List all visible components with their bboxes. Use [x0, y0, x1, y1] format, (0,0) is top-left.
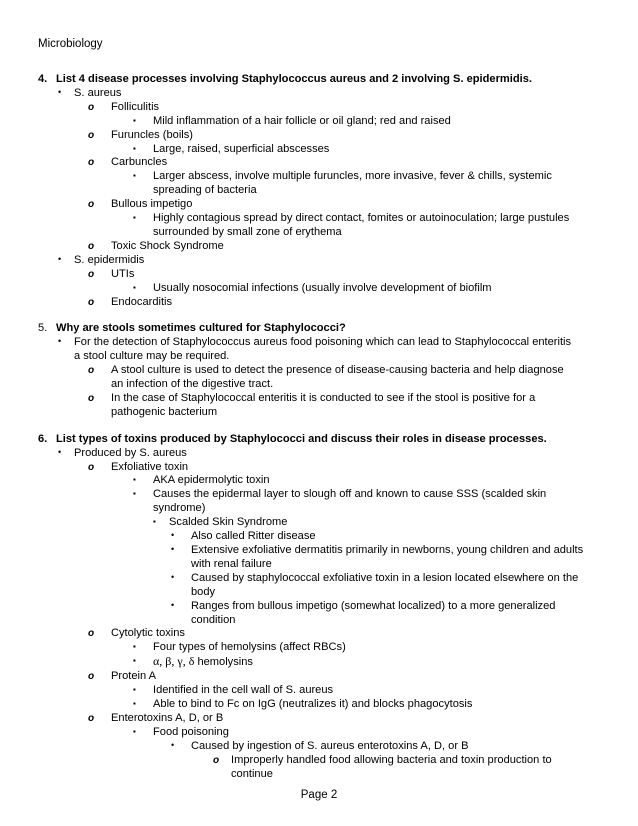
- list-item: o Protein A: [88, 670, 157, 683]
- section-gap: [38, 420, 608, 433]
- question-4: [38, 73, 608, 87]
- list-item: o Improperly handled food allowing bacteria and toxin production to: [213, 753, 552, 766]
- list-item-continuation: pathogenic bacterium: [111, 405, 218, 418]
- list-item: o Folliculitis: [88, 100, 160, 113]
- question-5: [38, 322, 608, 336]
- list-item: o Endocarditis: [88, 295, 173, 308]
- circle-bullet-icon: o: [88, 157, 95, 169]
- list-item: o Enterotoxins A, D, or B: [88, 711, 224, 724]
- list-item: ▪ α, β, γ, δ hemolysins: [133, 654, 253, 669]
- list-item: ▪ Larger abscess, involve multiple furuncles, more invasive, fever & chills, systemic: [133, 170, 552, 183]
- bullet-icon: •: [58, 446, 62, 457]
- question-text: Why are stools sometimes cultured for Staphylococci?: [56, 322, 346, 335]
- document-body: [38, 73, 608, 781]
- list-item: o Cytolytic toxins: [88, 627, 185, 640]
- bullet-icon: •: [171, 530, 175, 541]
- circle-bullet-icon: o: [88, 392, 95, 404]
- list-item: • For the detection of Staphylococcus aureus food poisoning which can lead to Staphylococcal enteritis: [58, 336, 572, 349]
- circle-bullet-icon: o: [88, 296, 95, 308]
- circle-bullet-icon: o: [88, 628, 95, 640]
- list-item: • Produced by S. aureus: [58, 446, 187, 459]
- circle-bullet-icon: o: [88, 671, 95, 683]
- question-number: 6.: [38, 432, 48, 445]
- square-bullet-icon: ▪: [133, 698, 136, 708]
- list-item-continuation: spreading of bacteria: [153, 184, 257, 197]
- list-item: o Toxic Shock Syndrome: [88, 239, 224, 252]
- list-item-continuation: an infection of the digestive tract.: [111, 378, 274, 391]
- bullet-icon: •: [58, 336, 62, 347]
- greek-letters: α, β, γ, δ: [153, 654, 195, 669]
- bullet-icon: •: [171, 739, 175, 750]
- list-item: o Exfoliative toxin: [88, 460, 189, 473]
- circle-bullet-icon: o: [88, 129, 95, 141]
- list-item: o Carbuncles: [88, 156, 168, 169]
- list-item-continuation: syndrome): [153, 502, 206, 515]
- circle-bullet-icon: o: [88, 461, 95, 473]
- list-item: ▪ Highly contagious spread by direct contact, fomites or autoinoculation; large pustules: [133, 212, 570, 225]
- list-item: ▪ Able to bind to Fc on IgG (neutralizes it) and blocks phagocytosis: [133, 697, 473, 710]
- list-item: • S. epidermidis: [58, 253, 145, 266]
- list-item: • Caused by staphylococcal exfoliative toxin in a lesion located elsewhere on the: [171, 571, 579, 584]
- list-item: o In the case of Staphylococcal enteritis it is conducted to see if the stool is positive for a: [88, 391, 536, 404]
- page-number: Page 2: [300, 789, 338, 801]
- list-item: • Also called Ritter disease: [171, 530, 316, 543]
- bullet-icon: •: [171, 544, 175, 554]
- list-item: • Ranges from bullous impetigo (somewhat localized) to a more generalized: [171, 599, 556, 612]
- page-header: Microbiology: [38, 38, 103, 50]
- circle-bullet-icon: o: [213, 754, 220, 766]
- list-item: ▪ Mild inflammation of a hair follicle or oil gland; red and raised: [133, 114, 451, 127]
- square-bullet-icon: ▪: [133, 115, 136, 125]
- list-item-continuation: surrounded by small zone of erythema: [153, 225, 342, 238]
- list-item: o A stool culture is used to detect the presence of disease-causing bacteria and help diagnose: [88, 364, 564, 377]
- circle-bullet-icon: o: [88, 268, 95, 280]
- square-bullet-icon: ▪: [133, 489, 136, 499]
- list-item: ▪ Scalded Skin Syndrome: [153, 516, 288, 529]
- list-item-continuation: condition: [191, 613, 236, 626]
- question-number: 5.: [38, 322, 48, 335]
- square-bullet-icon: ▪: [133, 475, 136, 485]
- list-item-continuation: body: [191, 585, 216, 598]
- square-bullet-icon: ▪: [133, 171, 136, 181]
- list-item: ▪ Food poisoning: [133, 725, 229, 738]
- bullet-icon: •: [171, 571, 175, 582]
- circle-bullet-icon: o: [88, 712, 95, 724]
- bullet-icon: •: [58, 253, 62, 264]
- circle-bullet-icon: o: [88, 365, 95, 377]
- bullet-icon: •: [171, 599, 175, 610]
- list-item: ▪ Usually nosocomial infections (usually involve development of biofilm: [133, 281, 492, 294]
- list-item: • Extensive exfoliative dermatitis primarily in newborns, young children and adults: [171, 544, 584, 556]
- list-item-continuation: continue: [231, 767, 273, 780]
- square-bullet-icon: ▪: [133, 642, 136, 652]
- circle-bullet-icon: o: [88, 240, 95, 252]
- circle-bullet-icon: o: [88, 101, 95, 113]
- square-bullet-icon: ▪: [133, 726, 136, 736]
- list-item: • Caused by ingestion of S. aureus enterotoxins A, D, or B: [171, 739, 469, 752]
- square-bullet-icon: ▪: [133, 143, 136, 153]
- circle-bullet-icon: o: [88, 199, 95, 211]
- list-item: ▪ Large, raised, superficial abscesses: [133, 142, 330, 155]
- list-item: ▪ AKA epidermolytic toxin: [133, 474, 270, 487]
- list-item: o UTIs: [88, 267, 135, 280]
- square-bullet-icon: ▪: [133, 282, 136, 292]
- question-6: [38, 433, 608, 447]
- bullet-icon: •: [58, 86, 62, 97]
- list-item: • S. aureus: [58, 86, 122, 99]
- section-gap: [38, 309, 608, 322]
- square-bullet-icon: ▪: [153, 517, 156, 527]
- list-item: o Furuncles (boils): [88, 128, 193, 141]
- list-item: ▪ Causes the epidermal layer to slough off and known to cause SSS (scalded skin: [133, 488, 547, 501]
- question-text: List 4 disease processes involving Staphylococcus aureus and 2 involving S. epidermidis.: [56, 73, 532, 85]
- question-text: List types of toxins produced by Staphylococci and discuss their roles in disease processes.: [56, 432, 547, 445]
- list-item: o Bullous impetigo: [88, 198, 193, 211]
- square-bullet-icon: ▪: [133, 213, 136, 223]
- list-item: ▪ Four types of hemolysins (affect RBCs): [133, 641, 346, 654]
- square-bullet-icon: ▪: [133, 656, 136, 666]
- list-item: ▪ Identified in the cell wall of S. aureus: [133, 684, 334, 697]
- square-bullet-icon: ▪: [133, 685, 136, 695]
- list-item-continuation: with renal failure: [191, 557, 272, 570]
- question-number: 4.: [38, 73, 48, 85]
- list-item-continuation: a stool culture may be required.: [74, 350, 230, 363]
